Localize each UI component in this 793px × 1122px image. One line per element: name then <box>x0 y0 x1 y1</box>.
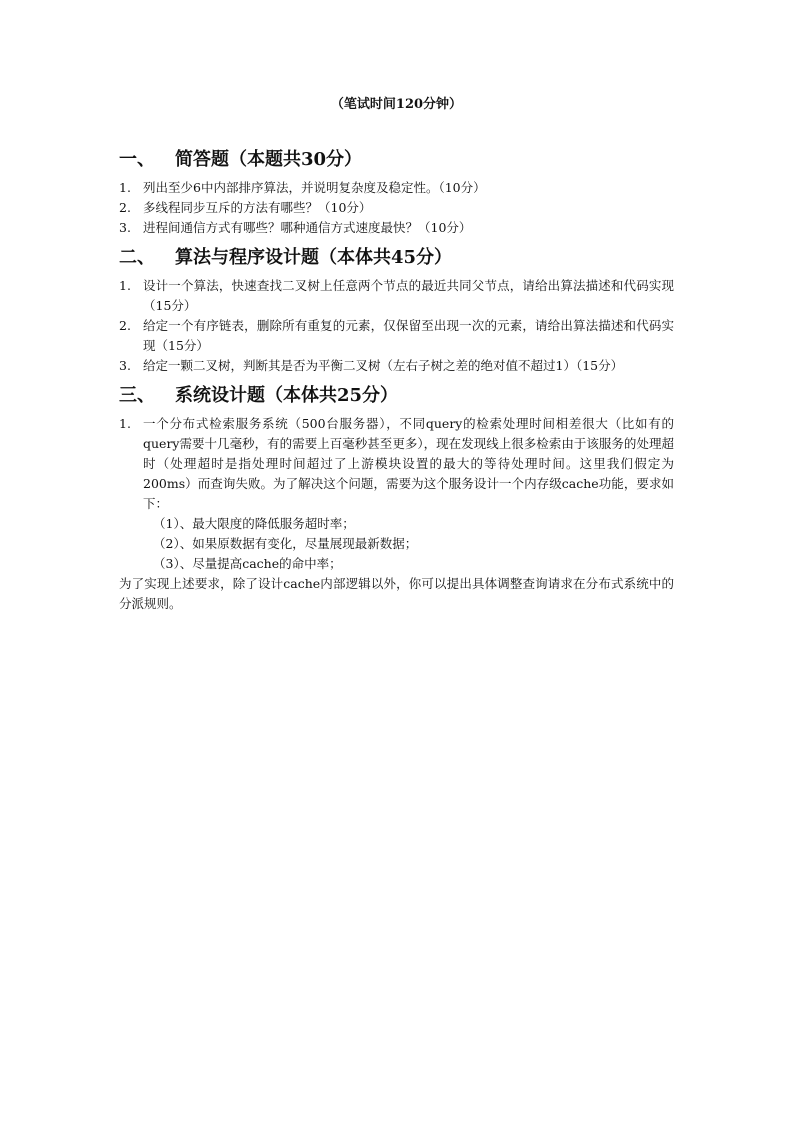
question-item <box>119 356 674 376</box>
question-item <box>119 414 674 514</box>
section-title: 系统设计题（本体共25分） <box>175 385 399 406</box>
question-item <box>119 178 674 198</box>
question-number: 2. <box>119 318 131 333</box>
question-number: 3. <box>119 220 131 235</box>
requirement-item: （1）、最大限度的降低服务超时率； <box>153 516 355 531</box>
question-number: 1. <box>119 416 131 431</box>
section-heading-3 <box>119 384 674 408</box>
question-text: 给定一个有序链表，删除所有重复的元素，仅保留至出现一次的元素，请给出算法描述和代码实现（15分） <box>143 318 674 353</box>
exam-time-note: （笔试时间120分钟） <box>330 97 463 112</box>
question-number: 1. <box>119 278 131 293</box>
section-title: 算法与程序设计题（本体共45分） <box>175 247 453 268</box>
section-number: 二、 <box>119 247 155 268</box>
requirement-item: （3）、尽量提高cache的命中率； <box>153 556 342 571</box>
question-item <box>119 316 674 356</box>
question-text: 进程间通信方式有哪些？哪种通信方式速度最快？（10分） <box>143 220 472 235</box>
question-list-1 <box>119 178 674 238</box>
section-number: 一、 <box>119 149 155 170</box>
question-number: 2. <box>119 200 131 215</box>
question-text: 给定一颗二叉树，判断其是否为平衡二叉树（左右子树之差的绝对值不超过1）（15分） <box>143 358 624 373</box>
question-text: 设计一个算法，快速查找二叉树上任意两个节点的最近共同父节点，请给出算法描述和代码实现（15分） <box>143 278 674 313</box>
question-number: 1. <box>119 180 131 195</box>
question-text: 一个分布式检索服务系统（500台服务器），不同query的检索处理时间相差很大（比如有的query需要十几毫秒，有的需要上百毫秒甚至更多），现在发现线上很多检索由于该服务的处理超时（处理超时是指处理时间超过了上游模块设置的最大的等待处理时间。这里我们假定为200ms）而查询失败。为了解决这个问题，需要为这个服务设计一个内存级cache功能，要求如下： <box>143 416 674 511</box>
question-list-2 <box>119 276 674 376</box>
closing-paragraph: 为了实现上述要求，除了设计cache内部逻辑以外，你可以提出具体调整查询请求在分布式系统中的分派规则。 <box>119 576 674 611</box>
question-item <box>119 198 674 218</box>
section-heading-1 <box>119 148 674 172</box>
requirement-item: （2）、如果原数据有变化，尽量展现最新数据； <box>153 536 418 551</box>
section-title: 简答题（本题共30分） <box>175 149 363 170</box>
question-number: 3. <box>119 358 131 373</box>
question-item <box>119 218 674 238</box>
section-heading-2 <box>119 246 674 270</box>
question-item <box>119 276 674 316</box>
question-text: 多线程同步互斥的方法有哪些？（10分） <box>143 200 372 215</box>
section-number: 三、 <box>119 385 155 406</box>
question-list-3 <box>119 414 674 514</box>
question-text: 列出至少6中内部排序算法，并说明复杂度及稳定性。（10分） <box>143 180 486 195</box>
